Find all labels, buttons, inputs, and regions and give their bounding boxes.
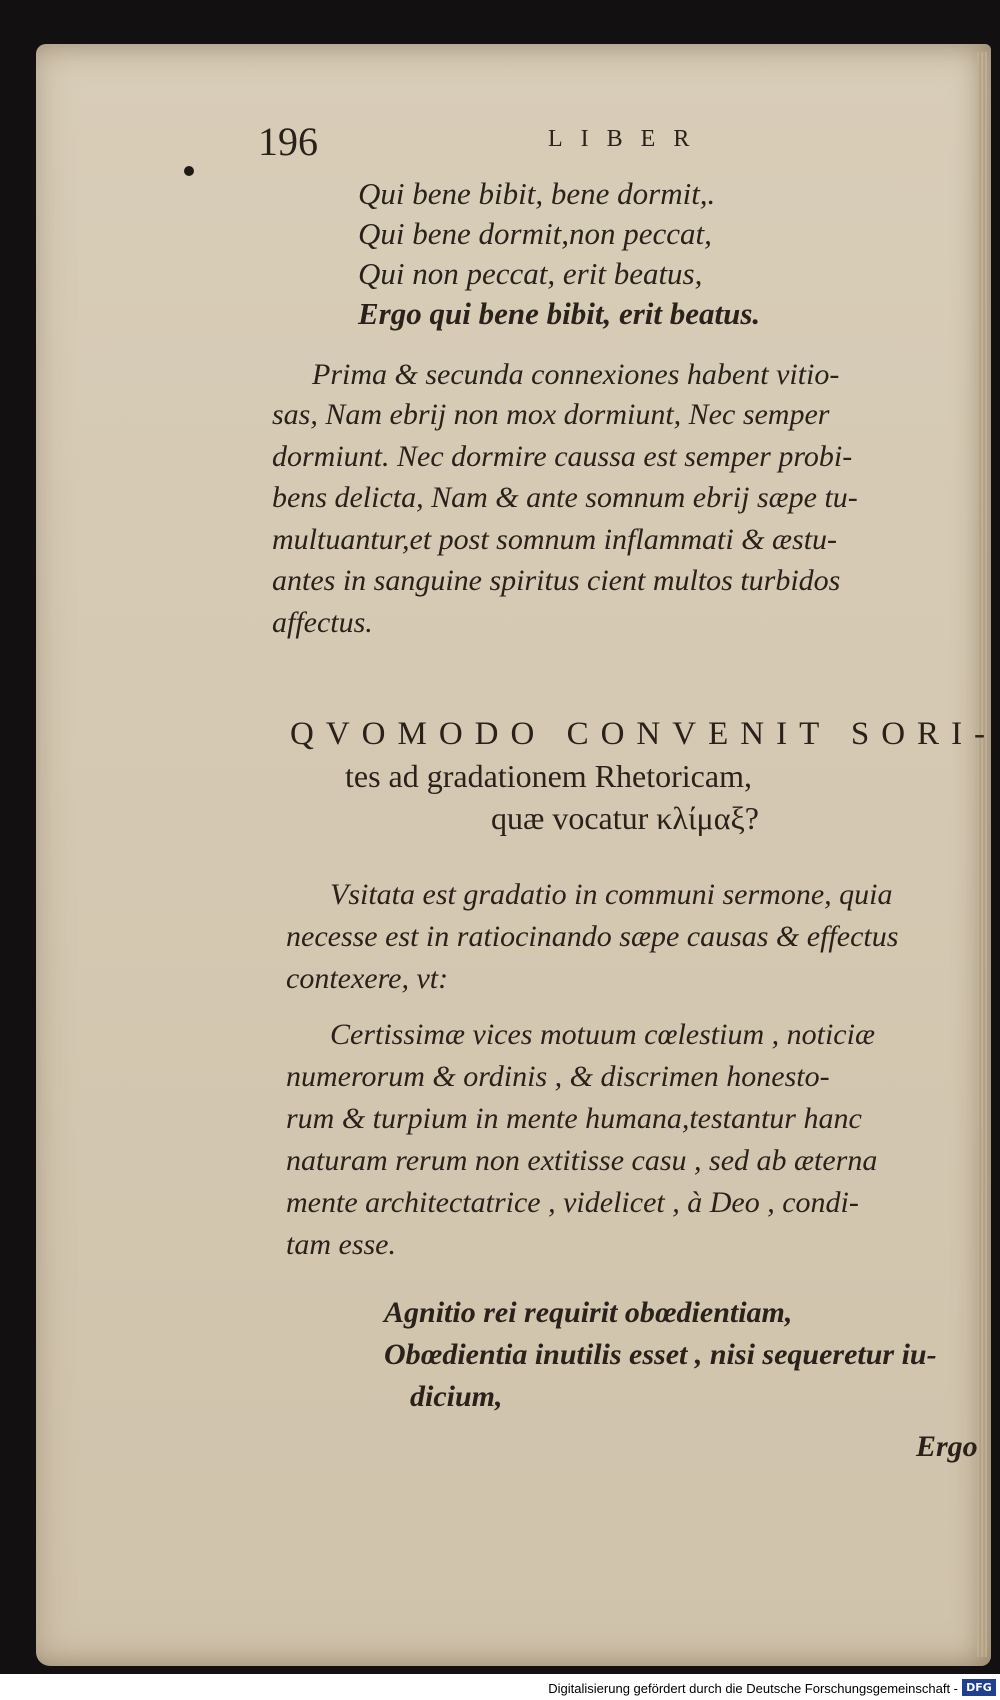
catchword: Ergo — [916, 1430, 978, 1463]
verse-line: Qui bene bibit, bene dormit,. — [358, 176, 716, 211]
running-head: LIBER — [548, 126, 708, 152]
paragraph-line: contexere, vt: — [286, 962, 449, 995]
paragraph-line: necesse est in ratiocinando sæpe causas & effectus — [286, 920, 899, 953]
paragraph-line: mente architectatrice , videlicet , à Deo , condi- — [286, 1186, 859, 1219]
verse-line: Qui bene dormit,non peccat, — [358, 216, 712, 251]
verse-line: Obœdientia inutilis esset , nisi sequeretur iu- — [384, 1338, 937, 1371]
paragraph-line: affectus. — [272, 606, 373, 639]
paragraph-line: dormiunt. Nec dormire caussa est semper probi- — [272, 440, 853, 473]
ink-dot — [184, 166, 194, 176]
page-header — [258, 118, 818, 166]
verse-line: dicium, — [410, 1380, 503, 1413]
section-heading: tes ad gradationem Rhetoricam, — [345, 758, 752, 794]
paragraph-line: multuantur,et post somnum inflammati & æstu- — [272, 523, 838, 556]
paragraph-line: tam esse. — [286, 1228, 396, 1261]
paragraph-line: rum & turpium in mente humana,testantur hanc — [286, 1102, 862, 1135]
paragraph-line: sas, Nam ebrij non mox dormiunt, Nec semper — [272, 398, 830, 431]
page-number: 196 — [258, 119, 318, 164]
section-heading: quæ vocatur κλίμαξ? — [491, 800, 759, 836]
paragraph-line: naturam rerum non extitisse casu , sed ab æterna — [286, 1144, 878, 1177]
paragraph-line: bens delicta, Nam & ante somnum ebrij sæpe tu- — [272, 481, 858, 514]
section-heading: QVOMODO CONVENIT SORI- — [290, 716, 998, 752]
paragraph-line: Vsitata est gradatio in communi sermone, quia — [330, 878, 893, 911]
footer-bar — [0, 1674, 1000, 1700]
dfg-logo-icon: DFG — [962, 1679, 996, 1696]
verse-line: Agnitio rei requirit obœdientiam, — [384, 1296, 793, 1329]
paragraph-line: numerorum & ordinis , & discrimen honesto- — [286, 1060, 830, 1093]
verse-line: Ergo qui bene bibit, erit beatus. — [358, 296, 761, 331]
paragraph-line: Certissimæ vices motuum cœlestium , noticiæ — [330, 1018, 875, 1051]
page-edge — [977, 52, 987, 1657]
paragraph-line: antes in sanguine spiritus cient multos turbidos — [272, 564, 841, 597]
footer-credit: Digitalisierung gefördert durch die Deutsche Forschungsgemeinschaft - — [548, 1681, 958, 1696]
paragraph-line: Prima & secunda connexiones habent vitio- — [312, 358, 840, 391]
verse-line: Qui non peccat, erit beatus, — [358, 256, 703, 291]
